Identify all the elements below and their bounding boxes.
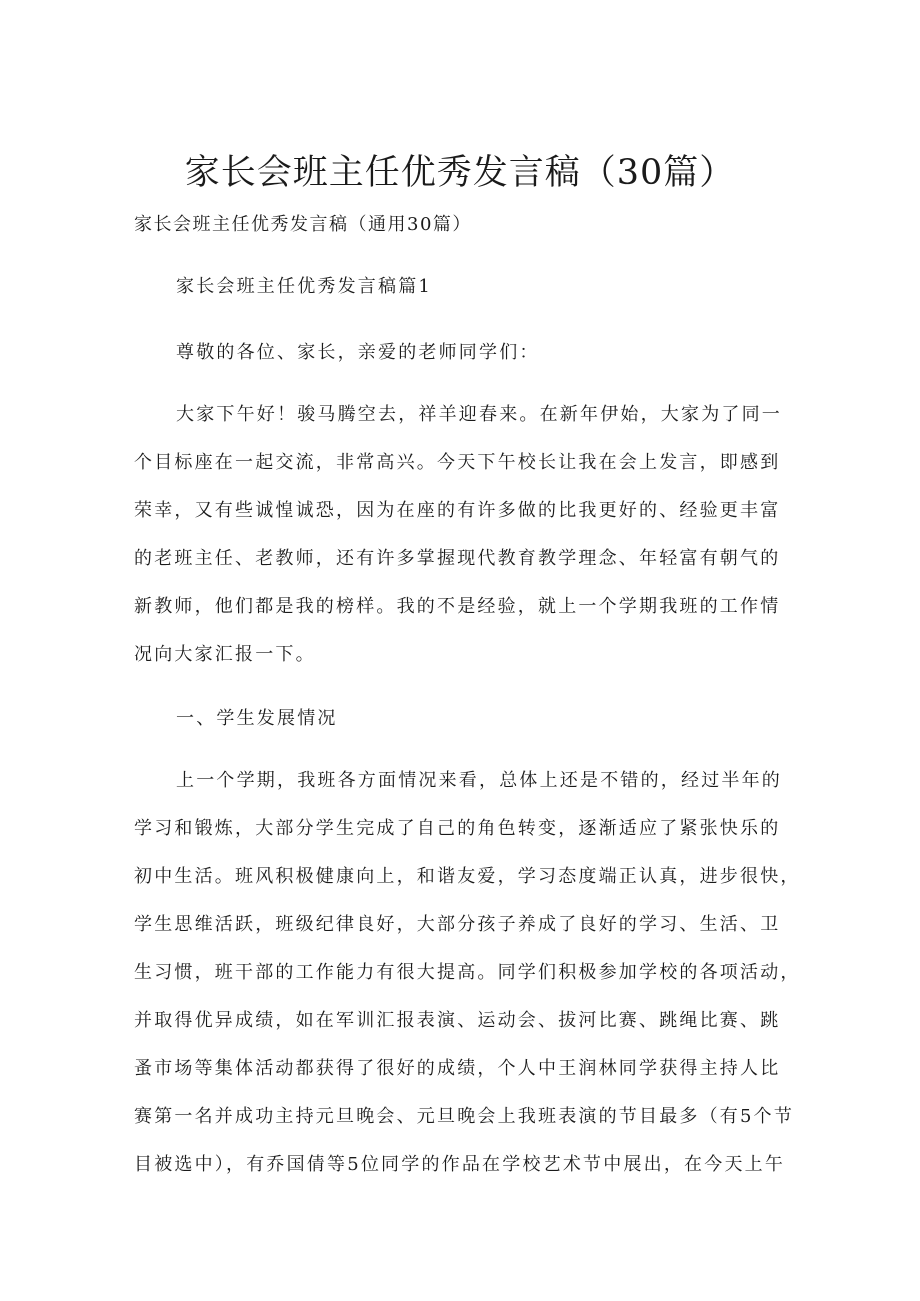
section-subheading: 一、学生发展情况 bbox=[176, 708, 338, 729]
paragraph-line: 个目标座在一起交流，非常高兴。今天下午校长让我在会上发言，即感到 bbox=[134, 452, 781, 473]
document-title: 家长会班主任优秀发言稿（30篇） bbox=[184, 153, 736, 193]
section-heading: 家长会班主任优秀发言稿篇1 bbox=[176, 276, 433, 297]
paragraph-line: 大家下午好！骏马腾空去，祥羊迎春来。在新年伊始，大家为了同一 bbox=[176, 404, 782, 425]
paragraph-line: 的老班主任、老教师，还有许多掌握现代教育教学理念、年轻富有朝气的 bbox=[134, 548, 781, 569]
paragraph-line: 荣幸，又有些诚惶诚恐，因为在座的有许多做的比我更好的、经验更丰富 bbox=[134, 500, 781, 521]
document-subtitle: 家长会班主任优秀发言稿（通用30篇） bbox=[134, 214, 472, 235]
paragraph-line: 上一个学期，我班各方面情况来看，总体上还是不错的，经过半年的 bbox=[176, 770, 782, 791]
salutation: 尊敬的各位、家长，亲爱的老师同学们： bbox=[176, 342, 540, 363]
paragraph-line: 生习惯，班干部的工作能力有很大提高。同学们积极参加学校的各项活动， bbox=[134, 962, 801, 983]
paragraph-line: 学生思维活跃，班级纪律良好，大部分孩子养成了良好的学习、生活、卫 bbox=[134, 914, 781, 935]
paragraph-line: 目被选中），有乔国倩等5位同学的作品在学校艺术节中展出，在今天上午 bbox=[134, 1154, 786, 1175]
paragraph-line: 况向大家汇报一下。 bbox=[134, 644, 316, 665]
paragraph-line: 学习和锻炼，大部分学生完成了自己的角色转变，逐渐适应了紧张快乐的 bbox=[134, 818, 781, 839]
paragraph-line: 并取得优异成绩，如在军训汇报表演、运动会、拔河比赛、跳绳比赛、跳 bbox=[134, 1010, 781, 1031]
paragraph-line: 赛第一名并成功主持元旦晚会、元旦晚会上我班表演的节目最多（有5个节 bbox=[134, 1106, 795, 1127]
paragraph-line: 初中生活。班风积极健康向上，和谐友爱，学习态度端正认真，进步很快， bbox=[134, 866, 801, 887]
paragraph-line: 蚤市场等集体活动都获得了很好的成绩，个人中王润林同学获得主持人比 bbox=[134, 1058, 781, 1079]
paragraph-line: 新教师，他们都是我的榜样。我的不是经验，就上一个学期我班的工作情 bbox=[134, 596, 781, 617]
